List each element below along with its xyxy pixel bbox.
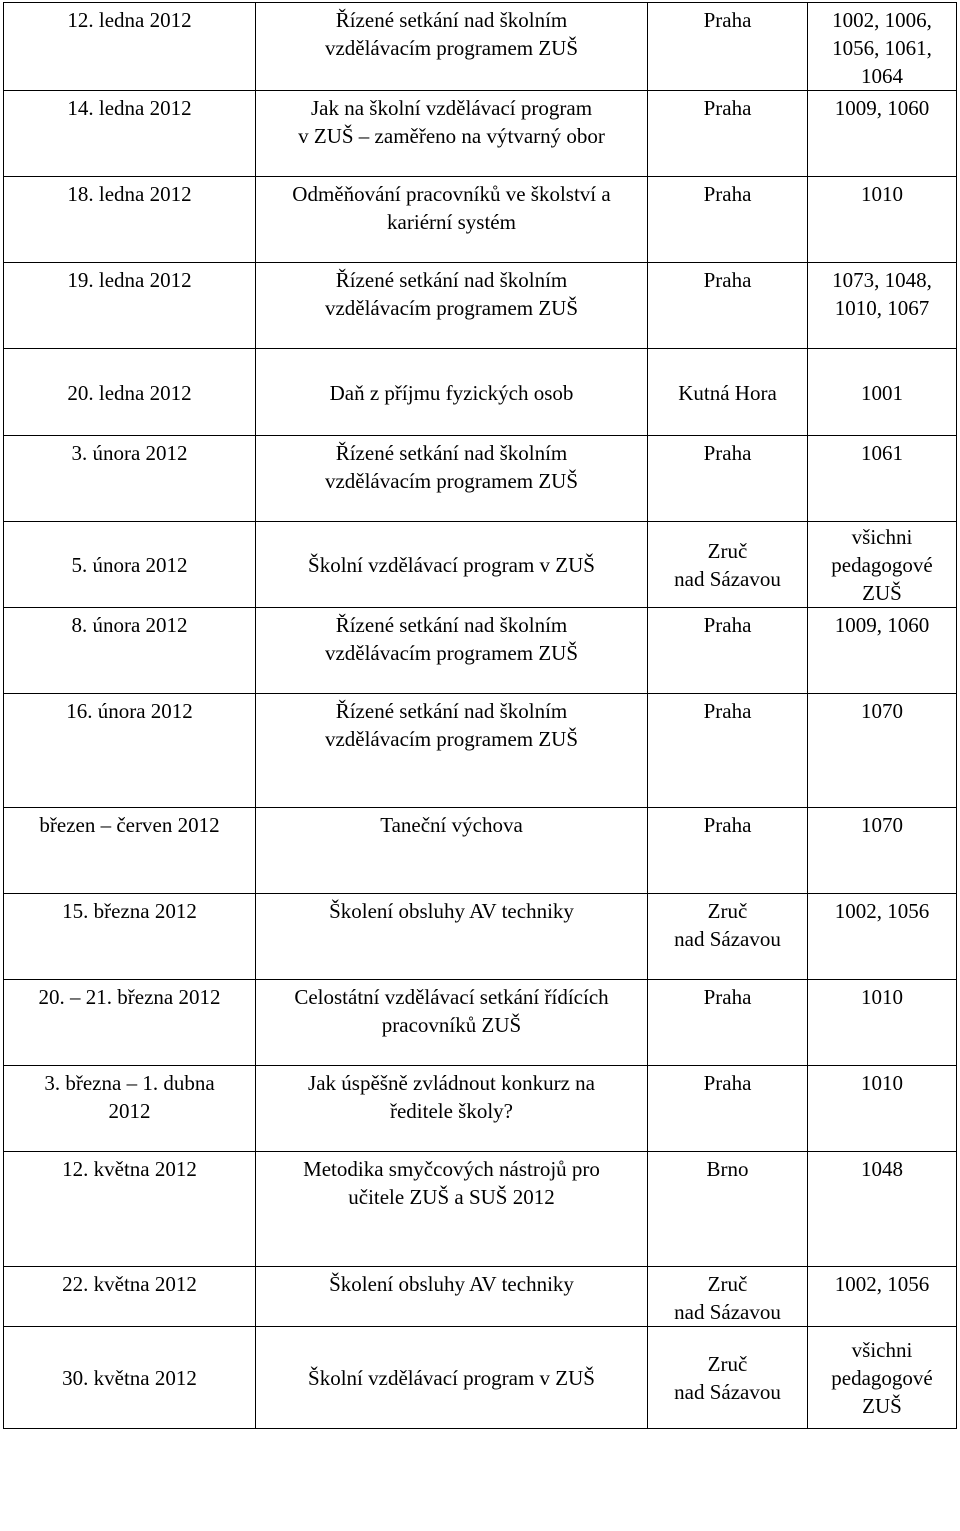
- course-codes-line: 1009, 1060: [834, 613, 930, 637]
- date-text: 12. května 2012: [62, 1157, 197, 1181]
- date-text: březen – červen 2012: [39, 813, 220, 837]
- place-line: Praha: [703, 1071, 752, 1095]
- place-line: Brno: [706, 1157, 749, 1181]
- place-line: Praha: [703, 441, 752, 465]
- event-cell: [256, 980, 648, 1066]
- date-cell: [4, 1327, 256, 1429]
- place-line: Praha: [703, 182, 752, 206]
- event-cell: [256, 349, 648, 436]
- event-line: pracovníků ZUŠ: [381, 1013, 522, 1037]
- table-row: [4, 608, 957, 694]
- table-row: [4, 91, 957, 177]
- place-line: Zruč: [707, 538, 748, 563]
- table-row: [4, 522, 957, 608]
- place-line: Praha: [703, 613, 752, 637]
- date-text: 15. března 2012: [62, 899, 197, 923]
- course-codes-line: 1010, 1067: [834, 296, 930, 320]
- event-cell: [256, 808, 648, 894]
- course-codes-line: 1010: [861, 985, 903, 1009]
- course-codes-line: pedagogové: [831, 1365, 933, 1390]
- course-codes-cell: [808, 91, 957, 177]
- course-codes-line: 1001: [861, 381, 903, 405]
- course-codes-line: 1002, 1056: [834, 1272, 930, 1296]
- course-schedule-table: [3, 2, 957, 1429]
- event-line: Školní vzdělávací program v ZUŠ: [308, 1365, 595, 1390]
- place-line: Kutná Hora: [678, 381, 777, 405]
- course-codes-line: 1056, 1061,: [832, 36, 932, 60]
- date-text: 3. února 2012: [71, 441, 188, 465]
- table-row: [4, 436, 957, 522]
- event-line: Řízené setkání nad školním: [335, 8, 568, 32]
- place-line: Praha: [703, 268, 752, 292]
- event-line: Řízené setkání nad školním: [335, 699, 568, 723]
- course-codes-cell: [808, 177, 957, 263]
- course-codes-cell: [808, 349, 957, 436]
- date-cell: [4, 608, 256, 694]
- place-cell: [648, 263, 808, 349]
- date-cell: [4, 436, 256, 522]
- course-codes-line: 1070: [861, 813, 903, 837]
- date-text: 16. února 2012: [66, 699, 193, 723]
- date-cell: [4, 1066, 256, 1152]
- date-text: 8. února 2012: [71, 613, 188, 637]
- date-text: 20. ledna 2012: [67, 381, 192, 405]
- date-text: 30. května 2012: [62, 1365, 197, 1390]
- date-text: 14. ledna 2012: [67, 96, 192, 120]
- place-line: nad Sázavou: [674, 1379, 781, 1404]
- event-line: Odměňování pracovníků ve školství a: [292, 182, 611, 206]
- event-line: učitele ZUŠ a SUŠ 2012: [348, 1185, 555, 1209]
- event-line: Školní vzdělávací program v ZUŠ: [308, 552, 595, 577]
- event-line: vzdělávacím programem ZUŠ: [324, 641, 579, 665]
- place-line: Zruč: [707, 1272, 748, 1296]
- course-codes-line: ZUŠ: [862, 580, 902, 605]
- place-line: Praha: [703, 813, 752, 837]
- course-codes-line: 1010: [861, 1071, 903, 1095]
- table-row: [4, 349, 957, 436]
- place-cell: [648, 1267, 808, 1327]
- date-text: 20. – 21. března 2012: [38, 985, 221, 1009]
- event-cell: [256, 1267, 648, 1327]
- event-cell: [256, 263, 648, 349]
- course-codes-cell: [808, 436, 957, 522]
- event-line: vzdělávacím programem ZUŠ: [324, 296, 579, 320]
- event-cell: [256, 436, 648, 522]
- course-codes-line: všichni: [851, 1337, 913, 1362]
- course-codes-cell: [808, 263, 957, 349]
- course-codes-line: 1002, 1006,: [832, 8, 932, 32]
- course-codes-line: 1002, 1056: [834, 899, 930, 923]
- course-codes-line: ZUŠ: [862, 1393, 902, 1418]
- table-row: [4, 3, 957, 91]
- event-line: Školení obsluhy AV techniky: [329, 1272, 574, 1296]
- place-cell: [648, 608, 808, 694]
- course-codes-cell: [808, 894, 957, 980]
- place-cell: [648, 808, 808, 894]
- event-line: v ZUŠ – zaměřeno na výtvarný obor: [298, 124, 605, 148]
- course-codes-line: 1010: [861, 182, 903, 206]
- place-cell: [648, 522, 808, 608]
- place-cell: [648, 3, 808, 91]
- table-row: [4, 808, 957, 894]
- event-line: Řízené setkání nad školním: [335, 441, 568, 465]
- event-line: Jak na školní vzdělávací program: [310, 96, 593, 120]
- course-codes-line: 1070: [861, 699, 903, 723]
- place-cell: [648, 694, 808, 808]
- event-line: Řízené setkání nad školním: [335, 613, 568, 637]
- table-row: [4, 694, 957, 808]
- date-cell: [4, 3, 256, 91]
- place-cell: [648, 349, 808, 436]
- place-cell: [648, 894, 808, 980]
- event-line: Řízené setkání nad školním: [335, 268, 568, 292]
- event-line: Jak úspěšně zvládnout konkurz na: [308, 1071, 595, 1095]
- course-codes-line: 1009, 1060: [834, 96, 930, 120]
- event-cell: [256, 894, 648, 980]
- place-cell: [648, 980, 808, 1066]
- place-line: Praha: [703, 985, 752, 1009]
- date-cell: [4, 91, 256, 177]
- place-line: nad Sázavou: [674, 927, 781, 951]
- place-cell: [648, 1327, 808, 1429]
- event-cell: [256, 1066, 648, 1152]
- event-line: kariérní systém: [387, 210, 516, 234]
- event-cell: [256, 522, 648, 608]
- date-cell: [4, 263, 256, 349]
- place-line: Praha: [703, 96, 752, 120]
- place-cell: [648, 91, 808, 177]
- event-cell: [256, 177, 648, 263]
- course-codes-cell: [808, 694, 957, 808]
- date-cell: [4, 522, 256, 608]
- place-cell: [648, 177, 808, 263]
- place-cell: [648, 436, 808, 522]
- event-line: vzdělávacím programem ZUŠ: [324, 727, 579, 751]
- event-cell: [256, 1327, 648, 1429]
- date-cell: [4, 980, 256, 1066]
- course-codes-cell: [808, 808, 957, 894]
- date-cell: [4, 894, 256, 980]
- date-cell: [4, 177, 256, 263]
- table-row: [4, 1066, 957, 1152]
- table-row: [4, 1267, 957, 1327]
- place-line: Zruč: [707, 1351, 748, 1376]
- table-row: [4, 894, 957, 980]
- event-line: Taneční výchova: [380, 813, 523, 837]
- event-cell: [256, 3, 648, 91]
- date-cell: [4, 808, 256, 894]
- event-line: Daň z příjmu fyzických osob: [329, 381, 574, 405]
- place-line: Praha: [703, 699, 752, 723]
- place-line: nad Sázavou: [674, 566, 781, 591]
- course-codes-line: 1061: [861, 441, 903, 465]
- table-row: [4, 1327, 957, 1429]
- table-row: [4, 1152, 957, 1267]
- place-line: Zruč: [707, 899, 748, 923]
- course-codes-cell: [808, 1267, 957, 1327]
- course-codes-cell: [808, 1066, 957, 1152]
- date-line: 3. března – 1. dubna: [44, 1071, 215, 1095]
- date-cell: [4, 694, 256, 808]
- place-line: Praha: [703, 8, 752, 32]
- event-line: Metodika smyčcových nástrojů pro: [303, 1157, 600, 1181]
- course-codes-cell: [808, 980, 957, 1066]
- course-codes-cell: [808, 522, 957, 608]
- event-line: vzdělávacím programem ZUŠ: [324, 469, 579, 493]
- course-codes-line: všichni: [851, 524, 913, 549]
- date-text: 22. května 2012: [62, 1272, 197, 1296]
- event-cell: [256, 694, 648, 808]
- event-cell: [256, 91, 648, 177]
- event-line: ředitele školy?: [389, 1099, 514, 1123]
- date-text: 18. ledna 2012: [67, 182, 192, 206]
- course-codes-cell: [808, 608, 957, 694]
- course-codes-cell: [808, 1152, 957, 1267]
- place-cell: [648, 1066, 808, 1152]
- event-cell: [256, 1152, 648, 1267]
- course-codes-line: 1064: [861, 64, 903, 88]
- course-codes-cell: [808, 3, 957, 91]
- place-line: nad Sázavou: [674, 1300, 781, 1324]
- date-cell: [4, 1152, 256, 1267]
- date-cell: [4, 1267, 256, 1327]
- date-cell: [4, 349, 256, 436]
- event-line: Celostátní vzdělávací setkání řídících: [294, 985, 609, 1009]
- table-row: [4, 263, 957, 349]
- event-line: Školení obsluhy AV techniky: [329, 899, 574, 923]
- date-text: 12. ledna 2012: [67, 8, 192, 32]
- date-text: 19. ledna 2012: [67, 268, 192, 292]
- course-codes-cell: [808, 1327, 957, 1429]
- course-codes-line: pedagogové: [831, 552, 933, 577]
- table-row: [4, 177, 957, 263]
- course-codes-line: 1073, 1048,: [832, 268, 932, 292]
- schedule-body: [4, 3, 957, 1429]
- place-cell: [648, 1152, 808, 1267]
- table-row: [4, 980, 957, 1066]
- event-line: vzdělávacím programem ZUŠ: [324, 36, 579, 60]
- course-codes-line: 1048: [861, 1157, 903, 1181]
- date-text: 5. února 2012: [71, 552, 188, 577]
- date-line: 2012: [108, 1099, 151, 1123]
- event-cell: [256, 608, 648, 694]
